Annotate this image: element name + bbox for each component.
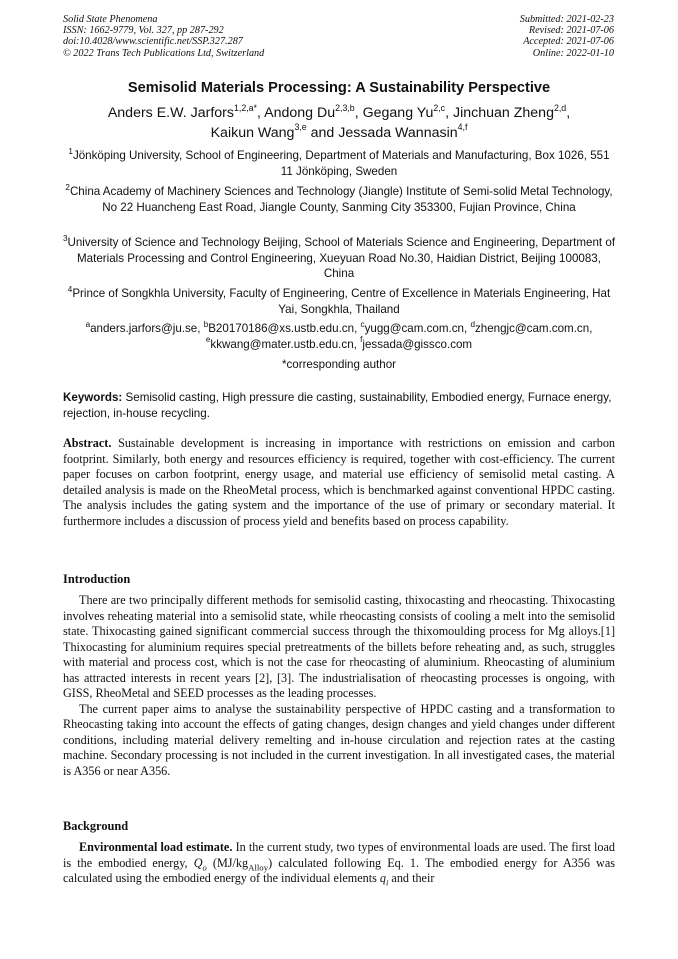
affiliation-number: 1 — [68, 146, 73, 156]
abstract-label: Abstract. — [63, 436, 112, 450]
affiliation-text: Prince of Songkhla University, Faculty of Engineering, Centre of Excellence in Materials Engineering, Hat Yai, Songkhla, Thailand — [72, 287, 611, 316]
author-name: Jessada Wannasin — [338, 124, 458, 141]
online-date: Online: 2022-01-10 — [532, 47, 614, 59]
email-list: $^a$anders.jarfors@ju.se, $^b$B20170186@xs.ustb.edu.cn, $^c$yugg@cam.com.cn, $^d$zhengjc@cam.com.cn, $^e$kkwang@mater.ustb.edu.cn, $^f$jessada@gissco.com — [85, 319, 593, 351]
author-name: Kaikun Wang — [210, 124, 295, 141]
email-marker: b — [203, 319, 209, 329]
paragraph: There are two principally different methods for semisolid casting, thixocasting and rheocasting. Thixocasting involves reheating material into a semisolid state, while rheocasting consists of cooling a melt into the semisolid state. Thixocasting gained significant commercial success through the thixomoulding process for Mg alloys.[1] Thixocasting for aluminium requires special pretreatments of the billets before reheating and, as such, struggles with material and process cost, which is not the case for rheocasting of aluminium. Rheocasting of aluminium has attracted interests in recent years [2], [3]. The industrialisation of rheocasting processes is ongoing, with GISS, RheoMetal and SEED processes as the leading processes. — [63, 593, 615, 700]
email-address: anders.jarfors@ju.se — [90, 322, 198, 335]
email-marker: c — [360, 319, 365, 329]
journal-name: Solid State Phenomena — [63, 14, 158, 25]
author-affiliation-marker: 3,e — [294, 122, 307, 133]
text-run: (MJ/kg — [206, 855, 249, 870]
symbol: q — [379, 871, 386, 885]
doi-line: doi:10.4028/www.scientific.net/SSP.327.287 — [63, 36, 243, 48]
email-marker: a — [85, 319, 91, 329]
affiliation-number: 4 — [67, 284, 73, 294]
submitted-date: Submitted: 2021-02-23 — [519, 14, 614, 25]
introduction-body — [63, 593, 615, 779]
affiliation-number: 2 — [65, 182, 70, 192]
email-address: B20170186@xs.ustb.edu.cn — [208, 322, 355, 335]
abstract-text: Sustainable development is increasing in importance with restrictions on emission and carbon footprint. Similarly, both energy and resources efficiency is required, together with cost-efficiency. The current paper focuses on carbon footprint, energy usage, and material use efficiency of semisolid metal casting. A detailed analysis is made on the RheoMetal process, which is benchmarked against conventional HPDC casting. The analysis includes the gating system and the importance of the use of primary or secondary material. It furthermore includes a discussion of process yield and benefits based on process capability. — [63, 436, 616, 528]
affiliation-3 — [62, 235, 616, 282]
author-name: Anders E.W. Jarfors — [107, 105, 234, 121]
background-body — [63, 840, 615, 887]
email-address: yugg@cam.com.cn — [364, 322, 464, 335]
affiliation-text: Jönköping University, School of Engineering, Department of Materials and Manufacturing, Box 1026, 551 11 Jönköping, Sweden — [72, 149, 610, 178]
issn-line: ISSN: 1662-9779, Vol. 327, pp 287-292 — [63, 25, 224, 37]
subscript: i — [386, 877, 389, 888]
author-name: Andong Du — [264, 105, 336, 121]
email-address: jessada@gissco.com — [362, 337, 473, 351]
keywords-label: Keywords: — [63, 391, 123, 404]
text-run: and their — [388, 871, 435, 885]
section-heading-introduction: Introduction — [63, 572, 131, 586]
email-address: kkwang@mater.ustb.edu.cn — [210, 337, 354, 351]
author-list — [40, 104, 638, 143]
journal-header-right — [520, 14, 614, 59]
symbol-q — [194, 856, 207, 870]
author-affiliation-marker: 4,f — [457, 122, 468, 133]
journal-header-left — [63, 14, 264, 59]
affiliation-2 — [62, 184, 616, 215]
paragraph — [63, 840, 615, 887]
author-affiliation-marker: 2,d — [553, 102, 567, 113]
copyright-line: © 2022 Trans Tech Publications Ltd, Switzerland — [63, 47, 265, 59]
subscript: Alloy — [248, 861, 269, 872]
affiliation-4 — [62, 286, 616, 317]
keywords-text: Semisolid casting, High pressure die casting, sustainability, Embodied energy, Furnace energy, rejection, in-house recycling. — [63, 391, 612, 420]
author-name: Jinchuan Zheng — [453, 105, 554, 121]
accepted-date: Accepted: 2021-07-06 — [523, 36, 614, 48]
corresponding-author-note: *corresponding author — [281, 358, 397, 371]
revised-date: Revised: 2021-07-06 — [528, 25, 614, 37]
separator: , — [445, 105, 450, 121]
affiliation-1 — [62, 148, 616, 179]
subscript: o — [202, 861, 207, 872]
paragraph: The current paper aims to analyse the sustainability perspective of HPDC casting and a transformation to Rheocasting taking into account the effects of gating changes, design changes and yield changes under different conditions, including material delivery remelting and in-house circulation and rejection rates at the casting machine. Secondary processing is not included in the current investigation. In all investigated cases, the material is A356 or near A356. — [63, 701, 615, 778]
text-run: In the current study, two types of environmental loads are used. The first load is the embodied energy, — [63, 840, 615, 870]
subsection-lead: Environmental load estimate. — [79, 840, 233, 854]
section-heading-background: Background — [63, 819, 129, 833]
separator: , — [566, 105, 571, 121]
affiliation-number: 3 — [62, 233, 68, 243]
separator: , — [256, 105, 261, 121]
keywords — [63, 390, 615, 422]
email-marker: d — [470, 319, 475, 329]
email-address: zhengjc@cam.com.cn — [474, 322, 590, 335]
affiliation-text: China Academy of Machinery Sciences and Technology (Jiangle) Institute of Semi-solid Metal Technology, No 22 Huancheng East Road, Jiangle County, Sanming City 353300, Fujian Province, China — [69, 185, 613, 214]
affiliation-text: University of Science and Technology Beijing, School of Materials Science and Engineering, Department of Materials Processing and Control Engineering, Xueyuan Road No.30, Haidian District, Beijing 100083, China — [67, 236, 616, 280]
email-marker: f — [360, 335, 363, 345]
conjunction: and — [310, 124, 335, 141]
abstract — [63, 436, 615, 529]
author-affiliation-marker: 1,2,a* — [233, 102, 257, 113]
separator: , — [354, 105, 359, 121]
author-affiliation-marker: 2,c — [433, 102, 446, 113]
symbol: Q — [193, 855, 203, 870]
author-affiliation-marker: 2,3,b — [335, 102, 355, 113]
email-marker: e — [205, 335, 211, 345]
author-name: Gegang Yu — [362, 105, 434, 121]
paper-title: Semisolid Materials Processing: A Sustainability Perspective — [127, 80, 551, 96]
text-run: ) calculated following Eq. 1. The embodied energy for A356 was calculated using the embodied energy of the individual elements — [63, 855, 615, 885]
